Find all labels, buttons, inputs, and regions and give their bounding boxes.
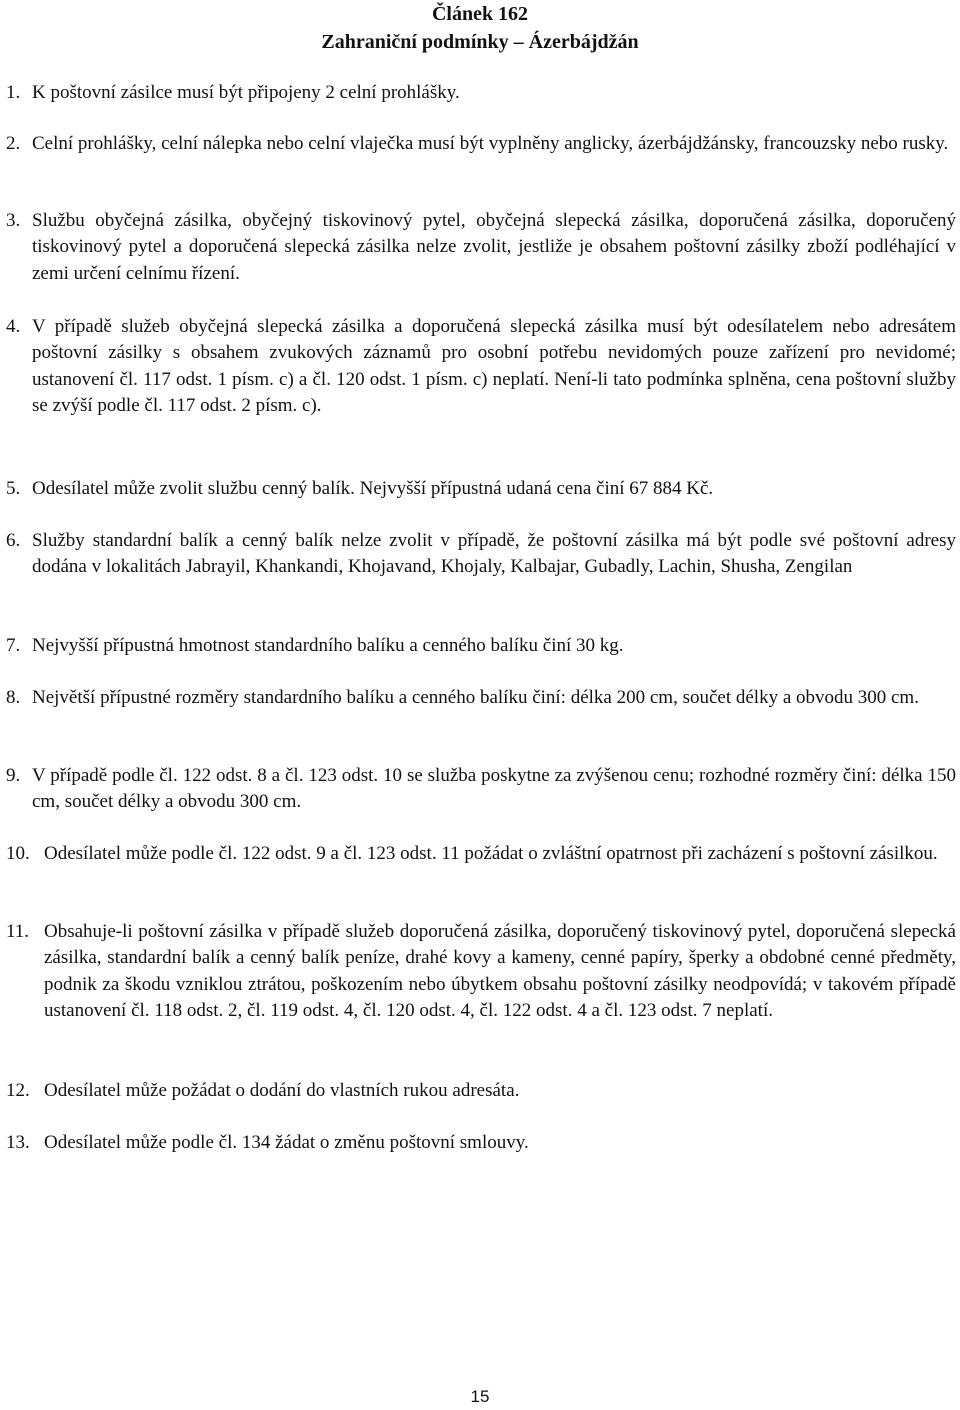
item-text: Službu obyčejná zásilka, obyčejný tiskovinový pytel, obyčejná slepecká zásilka, doporučená zásilka, doporučený tiskovinový pytel a doporučená slepecká zásilka nelze zvolit, jestliže je obsahem poštovní zásilky zboží podléhající v zemi určení celnímu řízení. [32,210,956,284]
item-text: V případě podle čl. 122 odst. 8 a čl. 123 odst. 10 se služba poskytne za zvýšenou cenu; rozhodné rozměry činí: délka 150 cm, součet délky a obvodu 300 cm. [32,765,956,813]
list-item-11 [6,919,956,1025]
article-number: Článek 162 [431,3,529,25]
item-number: 1. [6,82,21,103]
item-number: 8. [6,687,21,708]
item-number: 2. [6,133,21,154]
item-text: Odesílatel může požádat o dodání do vlastních rukou adresáta. [44,1080,520,1101]
list-item-12 [6,1078,956,1104]
item-text: Nejvyšší přípustná hmotnost standardního balíku a cenného balíku činí 30 kg. [32,635,624,656]
item-text: Služby standardní balík a cenný balík nelze zvolit v případě, že poštovní zásilka má být podle své poštovní adresy dodána v lokalitách Jabrayil, Khankandi, Khojavand, Khojaly, Kalbajar, Gubadly, Lachin, Shusha, Zengilan [32,530,956,578]
item-text: Odesílatel může podle čl. 134 žádat o změnu poštovní smlouvy. [44,1132,529,1153]
list-item-10 [6,841,956,867]
article-title: Zahraniční podmínky – Ázerbájdžán [321,31,639,53]
item-text: Odesílatel může podle čl. 122 odst. 9 a čl. 123 odst. 11 požádat o zvláštní opatrnost při zacházení s poštovní zásilkou. [44,843,938,864]
list-item-3 [6,208,956,287]
list-item-2 [6,131,956,157]
item-number: 11. [6,921,30,942]
item-number: 4. [6,316,21,337]
page-number: 15 [470,1387,490,1406]
list-item-6 [6,528,956,581]
list-item-8 [6,685,956,711]
list-item-7 [6,633,956,659]
item-text: Největší přípustné rozměry standardního balíku a cenného balíku činí: délka 200 cm, součet délky a obvodu 300 cm. [32,687,919,708]
item-number: 3. [6,210,21,231]
item-text: K poštovní zásilce musí být připojeny 2 celní prohlášky. [32,82,460,103]
list-item-9 [6,763,956,816]
item-text: Odesílatel může zvolit službu cenný balík. Nejvyšší přípustná udaná cena činí 67 884 Kč. [32,478,714,499]
item-text: Obsahuje-li poštovní zásilka v případě služeb doporučená zásilka, doporučený tiskovinový pytel, doporučená slepecká zásilka, standardní balík a cenný balík peníze, drahé kovy a kameny, cenné papíry, šperky a obdobné cenné předměty, podnik za škodu vzniklou ztrátou, poškozením nebo úbytkem obsahu poštovní zásilky neodpovídá; v takovém případě ustanovení čl. 118 odst. 2, čl. 119 odst. 4, čl. 120 odst. 4, čl. 122 odst. 4 a čl. 123 odst. 7 neplatí. [44,921,956,1022]
item-text: V případě služeb obyčejná slepecká zásilka a doporučená slepecká zásilka musí být odesílatelem nebo adresátem poštovní zásilky s obsahem zvukových záznamů pro osobní potřebu nevidomých pouze zařízení pro nevidomé; ustanovení čl. 117 odst. 1 písm. c) a čl. 120 odst. 1 písm. c) neplatí. Není-li tato podmínka splněna, cena poštovní služby se zvýší podle čl. 117 odst. 2 písm. c). [32,316,956,417]
item-number: 12. [6,1080,30,1101]
item-number: 13. [6,1132,30,1153]
item-number: 7. [6,635,21,656]
list-item-1 [6,80,956,106]
item-number: 5. [6,478,21,499]
item-number: 10. [6,843,30,864]
list-item-5 [6,476,956,502]
item-number: 6. [6,530,21,551]
list-item-4 [6,314,956,420]
list-item-13 [6,1130,956,1156]
item-number: 9. [6,765,21,786]
item-text: Celní prohlášky, celní nálepka nebo celní vlaječka musí být vyplněny anglicky, ázerbájdžánsky, francouzsky nebo rusky. [32,133,949,154]
